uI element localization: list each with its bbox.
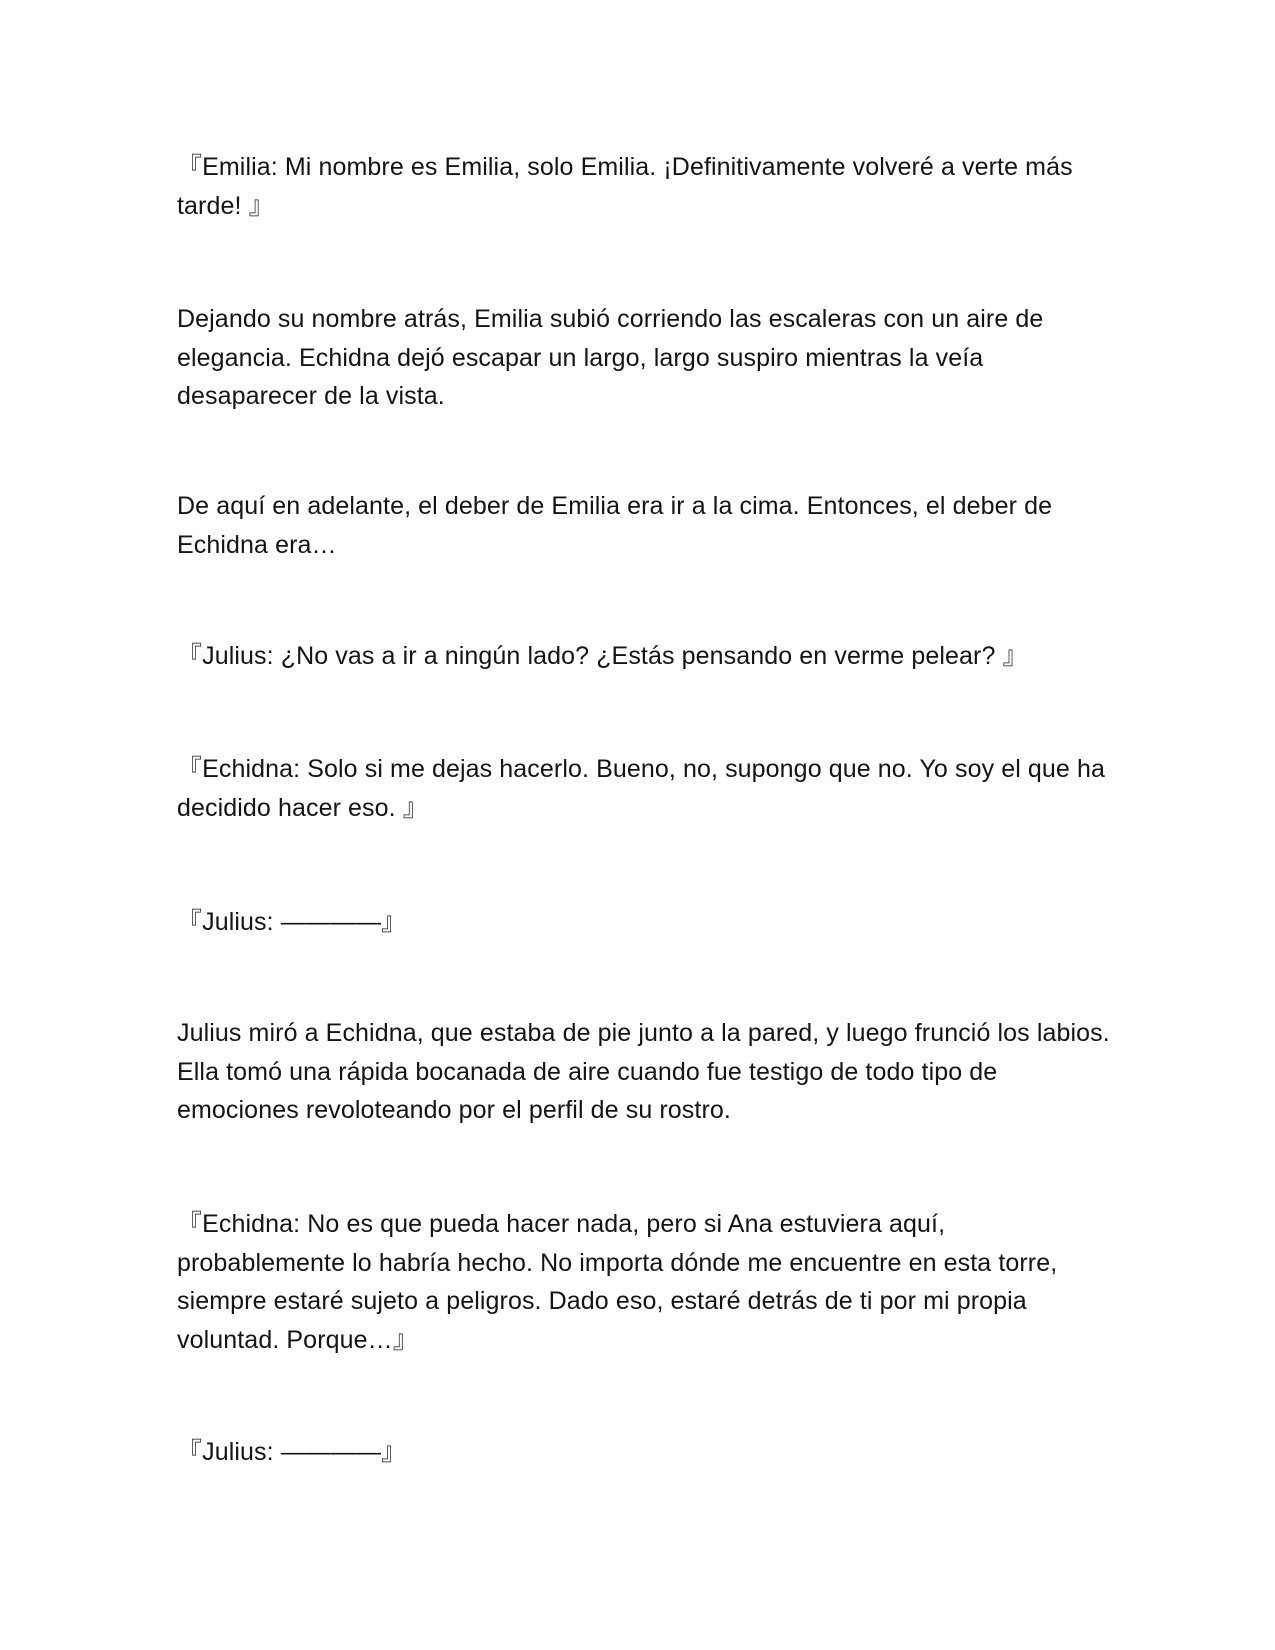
dialogue-julius-silence: 『Julius: ————』 [177,908,407,936]
dialogue-emilia-farewell: 『Emilia: Mi nombre es Emilia, solo Emilia. ¡Definitivamente volveré a verte más tarde! 』 [177,153,1073,220]
narration-duty: De aquí en adelante, el deber de Emilia era ir a la cima. Entonces, el deber de Echidna era… [177,492,1053,559]
dialogue-julius-question: 『Julius: ¿No vas a ir a ningún lado? ¿Estás pensando en verme pelear? 』 [177,642,1028,670]
narration-julius-reaction: Julius miró a Echidna, que estaba de pie junto a la pared, y luego frunció los labios. Ella tomó una rápida bocanada de aire cuando fue testigo de todo tipo de emociones revoloteando por el perfil de su rostro. [177,1019,1110,1124]
narration-emilia-leaves: Dejando su nombre atrás, Emilia subió corriendo las escaleras con un aire de elegancia. Echidna dejó escapar un largo, largo suspiro mientras la veía desaparecer de la vista. [177,305,1044,410]
dialogue-echidna-reply: 『Echidna: Solo si me dejas hacerlo. Bueno, no, supongo que no. Yo soy el que ha decidido hacer eso. 』 [177,755,1105,822]
dialogue-echidna-resolve: 『Echidna: No es que pueda hacer nada, pero si Ana estuviera aquí, probablemente lo habría hecho. No importa dónde me encuentre en esta torre, siempre estaré sujeto a peligros. Dado eso, estaré detrás de ti por mi propia voluntad. Porque…』 [177,1210,1058,1354]
dialogue-julius-silence-final: 『Julius: ————』 [177,1438,407,1466]
